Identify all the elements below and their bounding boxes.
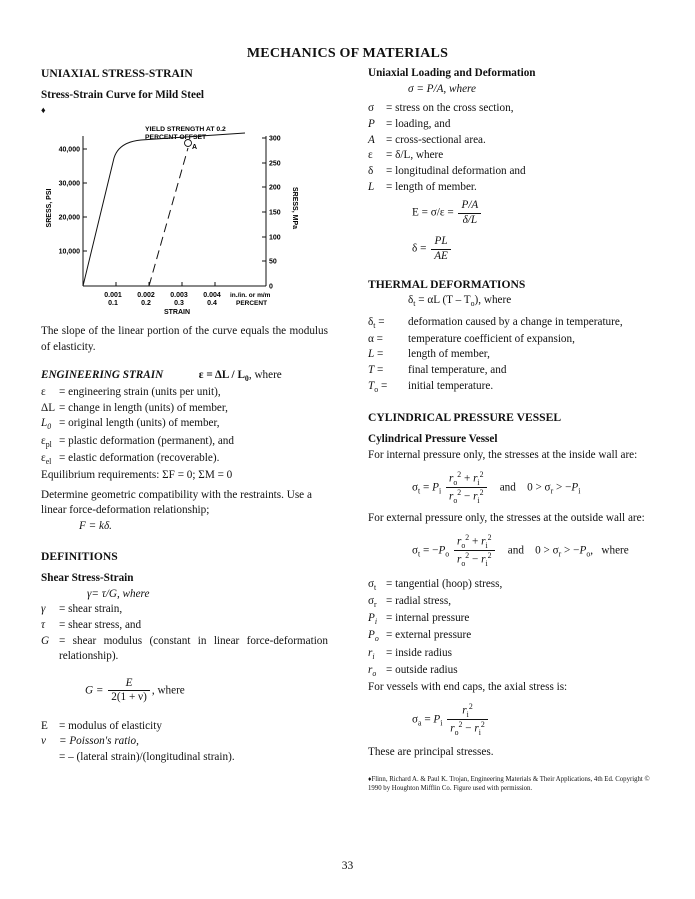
y-mpa-tick-label: 200 <box>269 184 281 192</box>
stress-def-row: $r_o$ = outside radius <box>368 663 458 678</box>
x-percent-tick-label: 0.2 <box>141 300 151 308</box>
thermal-def-row: T = final temperature, and <box>368 364 507 377</box>
modulus-equation: E = σ/ε = $\frac{P/A}{\delta/L}$ <box>368 199 668 227</box>
loading-def-row: L = length of member. <box>368 180 477 193</box>
page-title: MECHANICS OF MATERIALS <box>246 46 449 61</box>
loading-def-row: σ = stress on the cross section, <box>368 102 514 115</box>
deformation-equation: δ = $\frac{PL}{AE}$ <box>368 235 668 263</box>
right-column <box>368 66 668 793</box>
shear-modulus-equation: G = $\frac{E}{2(1 + \nu)}$ , where <box>85 676 185 704</box>
thermal-def-row: $T_o$ = initial temperature. <box>368 379 494 394</box>
engineering-strain-formula: $\varepsilon = \Delta L / L_0$ <box>198 368 249 384</box>
x-strain-tick-label: 0.002 <box>137 292 155 300</box>
engineering-strain-heading: ENGINEERING STRAIN <box>41 368 164 381</box>
left-column <box>41 66 328 766</box>
y-mpa-tick-label: 50 <box>269 258 277 266</box>
definitions-heading: DEFINITIONS <box>41 549 118 563</box>
stress-strain-curve <box>83 133 245 286</box>
loading-def-row: A = cross-sectional area. <box>368 133 486 146</box>
thermal-def-row: α = temperature coefficient of expansion, <box>368 332 575 345</box>
eng-def-row: ε = engineering strain (units per unit), <box>41 386 221 399</box>
y-mpa-tick-label: 0 <box>269 283 273 291</box>
footnote-line1: ♦Flinn, Richard A. & Paul K. Trojan, Engineering Materials & Their Applications, 4th Ed. Copyright © <box>368 776 650 784</box>
equilibrium-text: Equilibrium requirements: ΣF = 0; ΣM = 0 <box>41 468 233 481</box>
yield-annotation-line2: PERCENT OFFSET <box>145 134 207 142</box>
footnote-line2: 1990 by Houghton Mifflin Co. Figure used with permission. <box>368 785 533 793</box>
end-caps-text: For vessels with end caps, the axial stress is: <box>368 680 568 693</box>
internal-stress-equation: $\sigma_t = P_i$ $\frac{r_o^2 + r_i^2}{r_o^2 - r_i^2}$ and $0 > \sigma_r > -P_i$ <box>412 469 581 505</box>
x-percent-tick-label: 0.4 <box>207 300 217 308</box>
y-mpa-ticks <box>262 136 281 291</box>
y-mpa-tick-label: 250 <box>269 160 281 168</box>
eng-def-row: $\varepsilon_{pl}$ = plastic deformation (permanent), and <box>41 434 234 449</box>
stress-strain-chart <box>41 118 328 314</box>
cylindrical-vessel-subheading: Cylindrical Pressure Vessel <box>368 433 498 446</box>
y-axis-label-right: SRESS, MPa <box>291 187 298 230</box>
slope-text: The slope of the linear portion of the curve equals the modulus of elasticity. <box>41 325 328 354</box>
footnote <box>368 775 668 793</box>
page-number: 33 <box>341 860 354 872</box>
thermal-deformations-heading: THERMAL DEFORMATIONS <box>368 278 526 292</box>
principal-stresses-text: These are principal stresses. <box>368 746 494 759</box>
yield-point-label: A <box>192 144 198 152</box>
eng-def-row: $L_0$ = original length (units) of member, <box>41 417 220 432</box>
y-psi-tick-label: 20,000 <box>58 214 80 222</box>
force-deformation-formula: F = kδ. <box>79 520 112 532</box>
figure-marker: ♦ <box>41 104 46 115</box>
shear-def-row: τ = shear stress, and <box>41 618 142 631</box>
loading-def-row: δ = longitudinal deformation and <box>368 165 526 178</box>
stress-def-row: $P_i$ = internal pressure <box>368 612 470 627</box>
modulus-def-row: E = modulus of elasticity <box>41 719 162 732</box>
x-units-label: in./in. or m/m <box>230 292 271 300</box>
compatibility-text: Determine geometric compatibility with the restraints. Use a linear force-deformation relationship; <box>41 488 312 517</box>
uniaxial-stress-strain-heading: UNIAXIAL STRESS-STRAIN <box>41 67 193 80</box>
cylindrical-vessel-heading: CYLINDRICAL PRESSURE VESSEL <box>368 410 562 424</box>
engineering-strain-line <box>41 368 328 385</box>
y-axis-label-left: SRESS, PSI <box>46 189 53 228</box>
y-mpa-tick-label: 150 <box>269 209 281 217</box>
x-strain-tick-label: 0.004 <box>203 292 221 300</box>
external-stress-equation: $\sigma_t = -P_o$ $\frac{r_o^2 + r_i^2}{r_o^2 - r_i^2}$ and $0 > \sigma_r > -P_o$, where <box>412 532 629 569</box>
x-axis-label: STRAIN <box>163 309 191 315</box>
shear-formula: γ= τ/G, where <box>87 587 150 600</box>
external-pressure-text: For external pressure only, the stresses at the outside wall are: <box>368 512 645 525</box>
stress-strain-curve-subheading: Stress-Strain Curve for Mild Steel <box>41 89 205 102</box>
shear-def-row: G = shear modulus (constant in linear force-deformation relationship). <box>41 634 328 663</box>
thermal-def-row: L = length of member, <box>368 348 490 361</box>
axial-stress-equation: $\sigma_a = P_i$ $\frac{r_i^2}{r_o^2 - r_i^2}$ <box>368 702 668 738</box>
stress-def-row: $\sigma_t$ = tangential (hoop) stress, <box>368 577 503 592</box>
modulus-def-row: ν = Poisson's ratio, <box>41 735 139 748</box>
yield-annotation-line1: YIELD STRENGTH AT 0.2 <box>145 126 226 134</box>
loading-def-row: ε = δ/L, where <box>368 149 444 162</box>
stress-def-row: $P_o$ = external pressure <box>368 629 472 644</box>
stress-formula: σ = P/A, where <box>408 82 476 95</box>
modulus-def-row: = – (lateral strain)/(longitudinal strain). <box>59 751 235 764</box>
y-psi-tick-label: 40,000 <box>58 146 80 154</box>
loading-def-row: P = loading, and <box>368 118 451 131</box>
shear-def-row: γ = shear strain, <box>41 603 123 616</box>
thermal-formula: $\delta_t = \alpha L$ $(T - T_o)$, where <box>408 294 512 309</box>
y-psi-tick-label: 30,000 <box>58 180 80 188</box>
stress-def-row: $r_i$ = inside radius <box>368 646 452 661</box>
x-strain-tick-label: 0.001 <box>104 292 122 300</box>
thermal-def-row: $\delta_t$ = deformation caused by a change in temperature, <box>368 315 623 330</box>
x-units-label-2: PERCENT <box>236 300 268 308</box>
x-percent-tick-label: 0.1 <box>108 300 118 308</box>
eng-def-row: $\varepsilon_{el}$ = elastic deformation (recoverable). <box>41 451 220 467</box>
x-strain-tick-label: 0.003 <box>170 292 188 300</box>
y-mpa-tick-label: 300 <box>269 135 281 143</box>
y-psi-tick-label: 10,000 <box>58 248 80 256</box>
y-mpa-tick-label: 100 <box>269 234 281 242</box>
offset-dashed-line <box>149 148 188 286</box>
uniaxial-loading-subheading: Uniaxial Loading and Deformation <box>368 67 536 79</box>
eng-def-row: ΔL = change in length (units) of member, <box>41 401 228 414</box>
stress-def-row: $\sigma_r$ = radial stress, <box>368 594 452 610</box>
x-percent-tick-label: 0.3 <box>174 300 184 308</box>
shear-stress-strain-subheading: Shear Stress-Strain <box>41 571 134 584</box>
engineering-strain-where: , where <box>248 368 282 381</box>
internal-pressure-text: For internal pressure only, the stresses at the inside wall are: <box>368 448 638 461</box>
